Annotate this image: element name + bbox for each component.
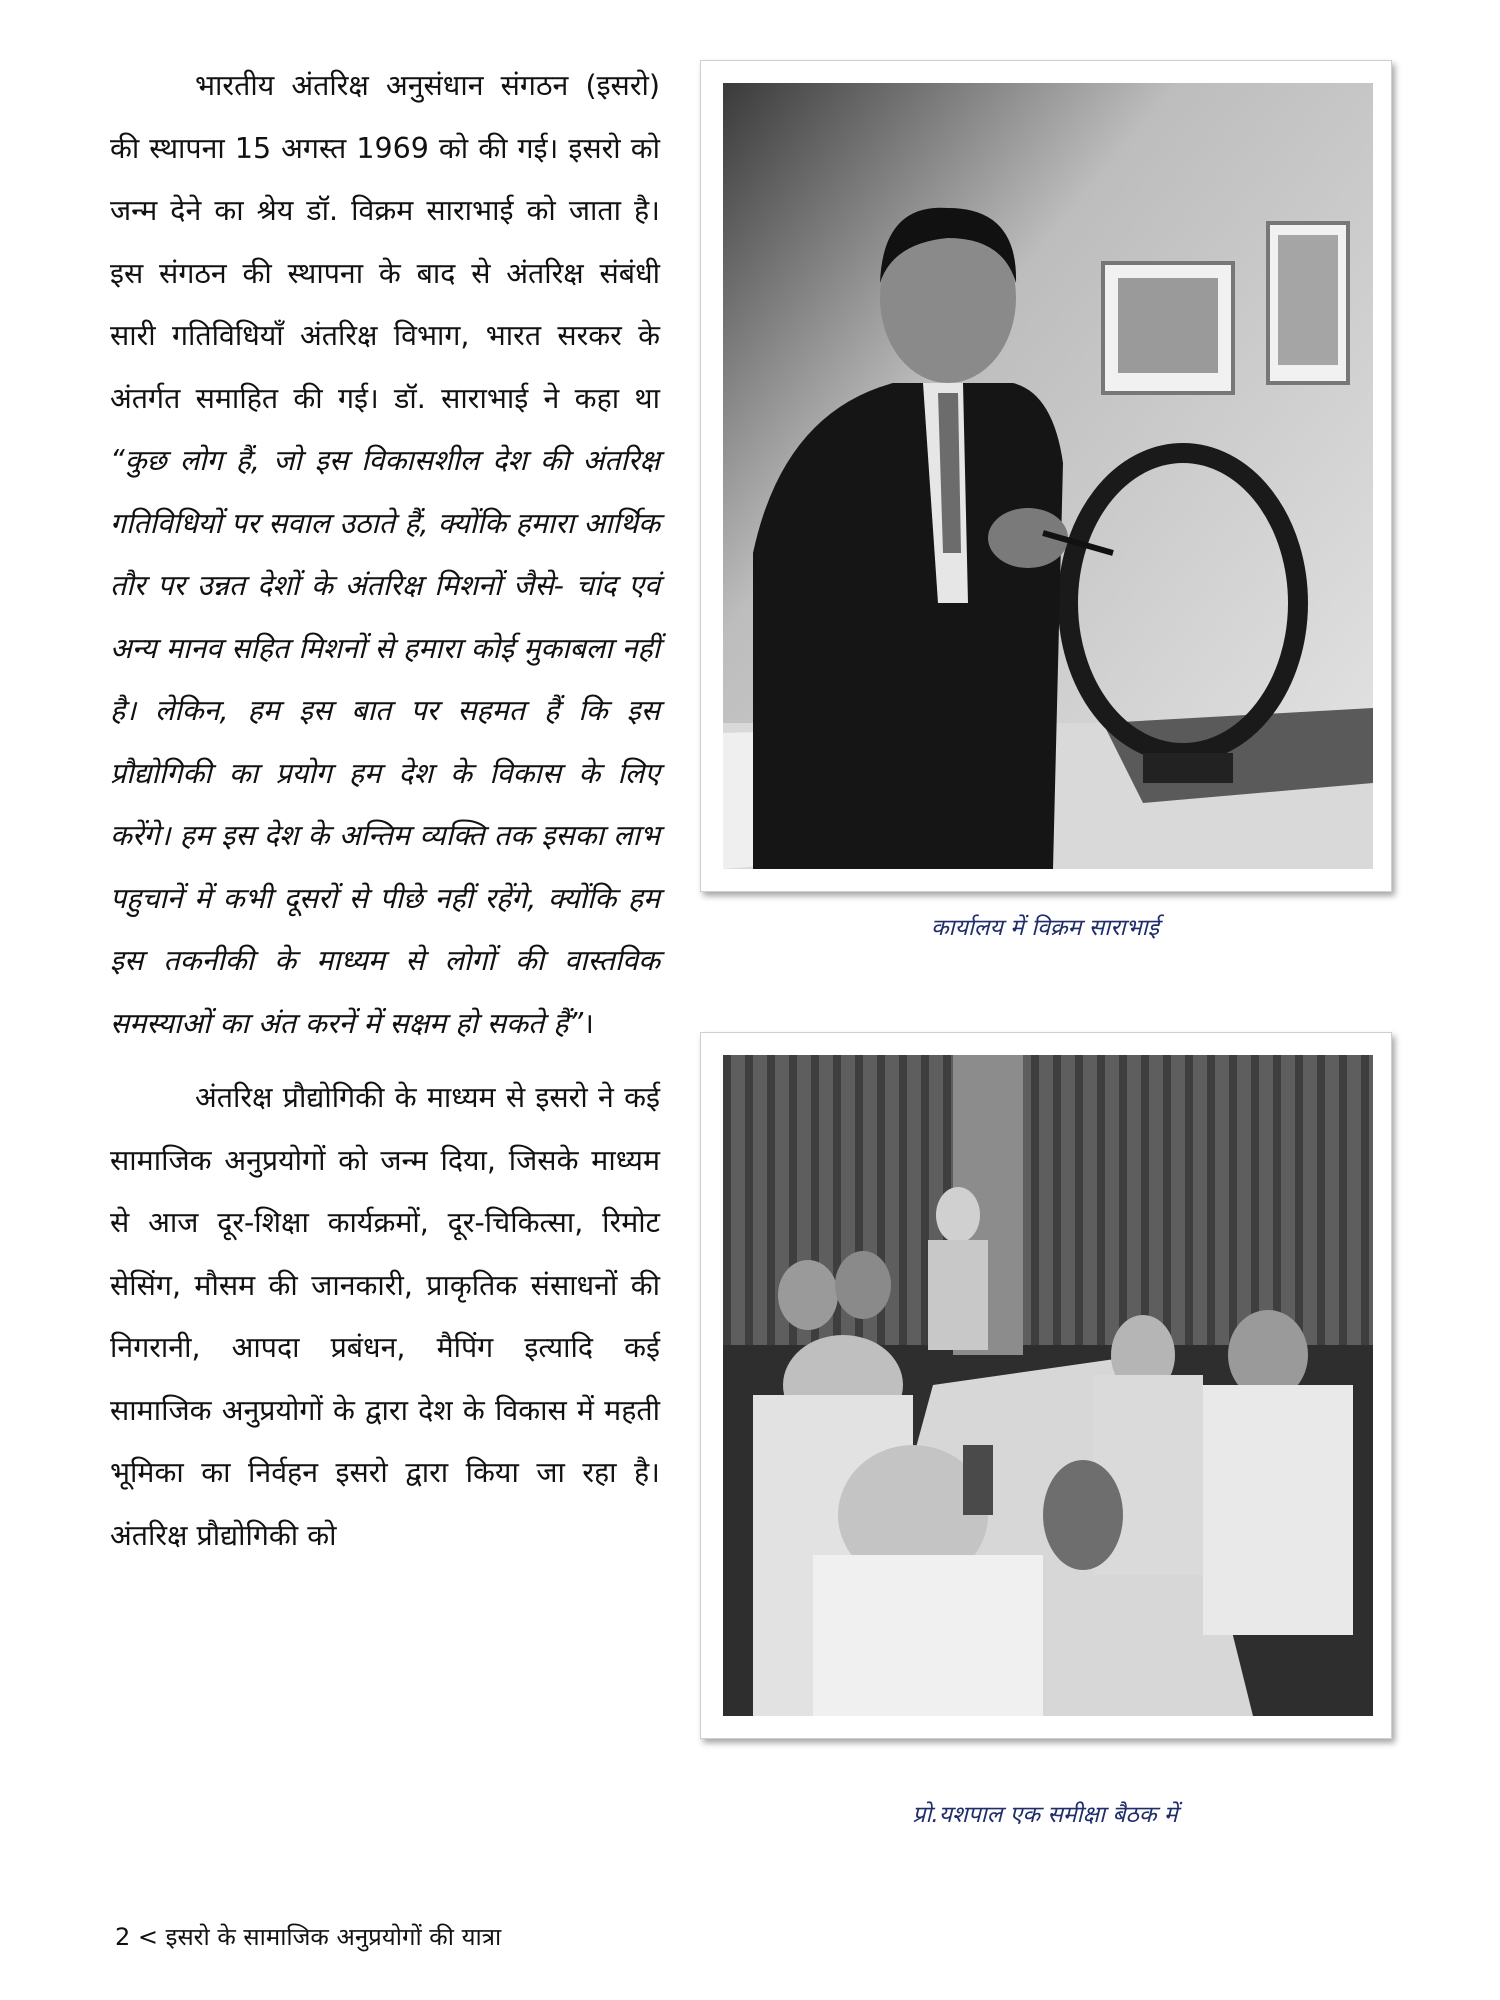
paragraph-2 <box>110 1067 660 1567</box>
article-body <box>110 55 660 1567</box>
photo-sarabhai-image <box>723 83 1373 869</box>
paragraph-1-end: । <box>583 1006 594 1040</box>
page-footer <box>115 1920 501 1953</box>
photo-yashpal-illustration <box>723 1055 1373 1716</box>
paragraph-2-text: अंतरिक्ष प्रौद्योगिकी के माध्यम से इसरो ने कई सामाजिक अनुप्रयोगों को जन्म दिया, जिसके माध्यम से आज दूर-शिक्षा कार्यक्रमों, दूर-चिकित्सा, रिमोट सेसिंग, मौसम की जानकारी, प्राकृतिक संसाधनों की निगरानी, आपदा प्रबंधन, मैपिंग इत्यादि कई सामाजिक अनुप्रयोगों के द्वारा देश के विकास में महती भूमिका का निर्वहन इसरो द्वारा किया जा रहा है। अंतरिक्ष प्रौद्योगिकी को <box>110 1081 660 1552</box>
photo-yashpal-image <box>723 1055 1373 1716</box>
sarabhai-quote: “कुछ लोग हैं, जो इस विकासशील देश की अंतरिक्ष गतिविधियों पर सवाल उठाते हैं, क्योंकि हमारा आर्थिक तौर पर उन्नत देशों के अंतरिक्ष मिशनों जैसे- चांद एवं अन्य मानव सहित मिशनों से हमारा कोई मुकाबला नहीं है। लेकिन, हम इस बात पर सहमत हैं कि इस प्रौद्योगिकी का प्रयोग हम देश के विकास के लिए करेंगे। हम इस देश के अन्तिम व्यक्ति तक इसका लाभ पहुचानें में कभी दूसरों से पीछे नहीं रहेंगे, क्योंकि हम इस तकनीकी के माध्यम से लोगों की वास्तविक समस्याओं का अंत करनें में सक्षम हो सकते हैं” <box>110 444 660 1040</box>
page-number: 2 <box>115 1923 131 1951</box>
photo-sarabhai-office <box>700 60 1392 892</box>
footer-title: इसरो के सामाजिक अनुप्रयोगों की यात्रा <box>165 1923 502 1951</box>
footer-separator: < <box>137 1923 159 1951</box>
paragraph-1 <box>110 55 660 1055</box>
photo-sarabhai-illustration <box>723 83 1373 869</box>
figure-caption-1: कार्यालय में विक्रम साराभाई <box>931 915 1159 941</box>
photo-yashpal-meeting <box>700 1032 1392 1739</box>
figure-caption-2: प्रो.यशपाल एक समीक्षा बैठक में <box>912 1802 1178 1828</box>
paragraph-1-intro: भारतीय अंतरिक्ष अनुसंधान संगठन (इसरो) की स्थापना 15 अगस्त 1969 को की गई। इसरो को जन्म देने का श्रेय डॉ. विक्रम साराभाई को जाता है। इस संगठन की स्थापना के बाद से अंतरिक्ष संबंधी सारी गतिविधियाँ अंतरिक्ष विभाग, भारत सरकर के अंतर्गत समाहित की गई। डॉ. साराभाई ने कहा था <box>110 69 660 415</box>
